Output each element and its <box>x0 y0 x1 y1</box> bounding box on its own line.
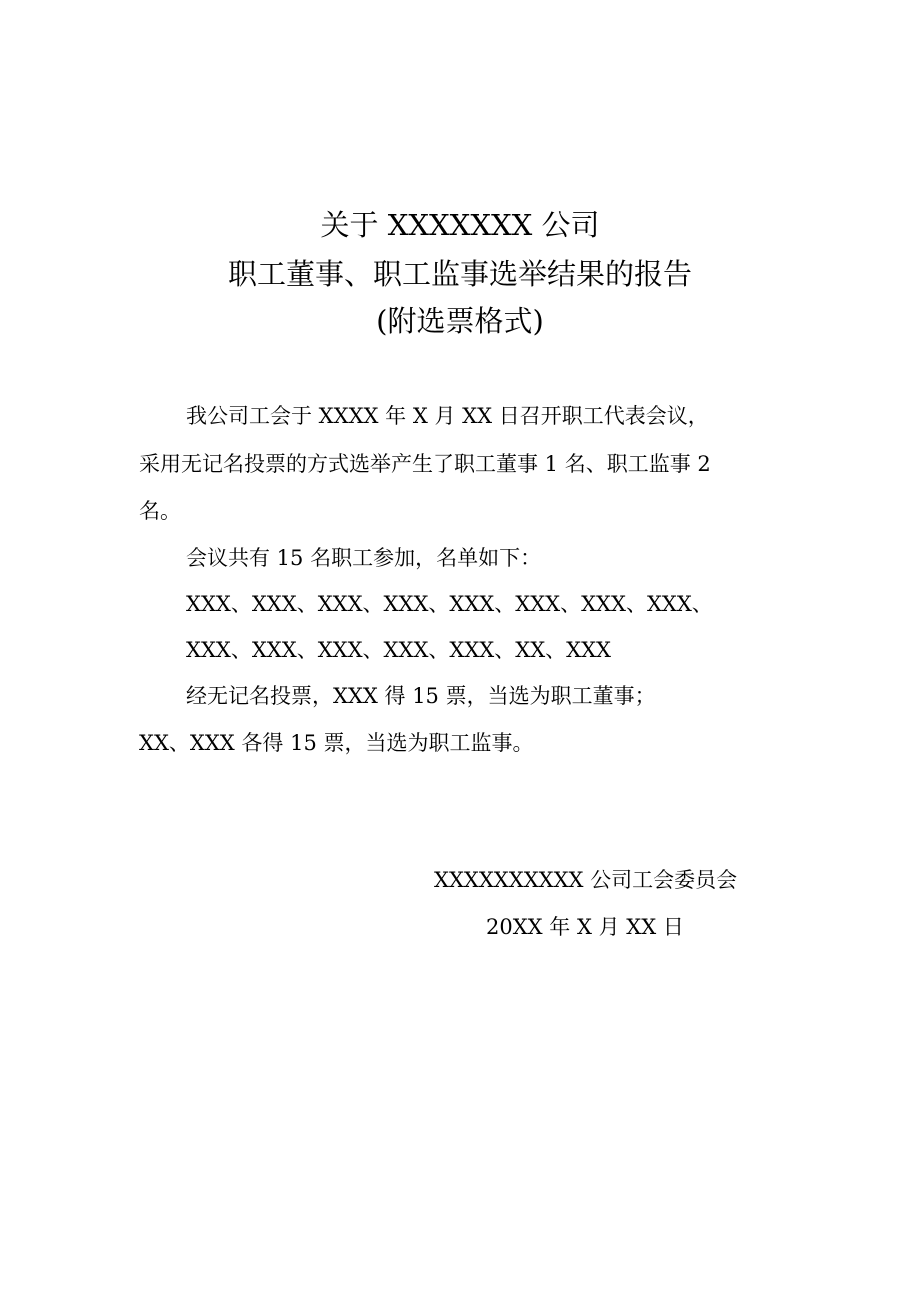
paragraph-1-line-1: 我公司工会于 XXXX 年 X 月 XX 日召开职工代表会议， <box>186 404 709 428</box>
names-list-line-2: XXX、XXX、XXX、XXX、XXX、XX、XXX <box>186 638 612 662</box>
title-line-1: 关于 XXXXXXX 公司 <box>320 208 600 242</box>
result-director: 经无记名投票，XXX 得 15 票，当选为职工董事； <box>186 684 656 708</box>
title-line-3: (附选票格式) <box>376 304 544 338</box>
paragraph-1-line-3: 名。 <box>139 499 181 523</box>
title-line-2: 职工董事、职工监事选举结果的报告 <box>227 257 692 291</box>
result-supervisor: XX、XXX 各得 15 票，当选为职工监事。 <box>139 731 534 755</box>
paragraph-participants: 会议共有 15 名职工参加，名单如下： <box>186 546 542 570</box>
signature-date: 20XX 年 X 月 XX 日 <box>486 915 684 939</box>
paragraph-1-line-2: 采用无记名投票的方式选举产生了职工董事 1 名、职工监事 2 <box>139 452 711 476</box>
names-list-line-1: XXX、XXX、XXX、XXX、XXX、XXX、XXX、XXX、 <box>186 592 713 616</box>
signature-organization: XXXXXXXXXX 公司工会委员会 <box>434 868 738 892</box>
